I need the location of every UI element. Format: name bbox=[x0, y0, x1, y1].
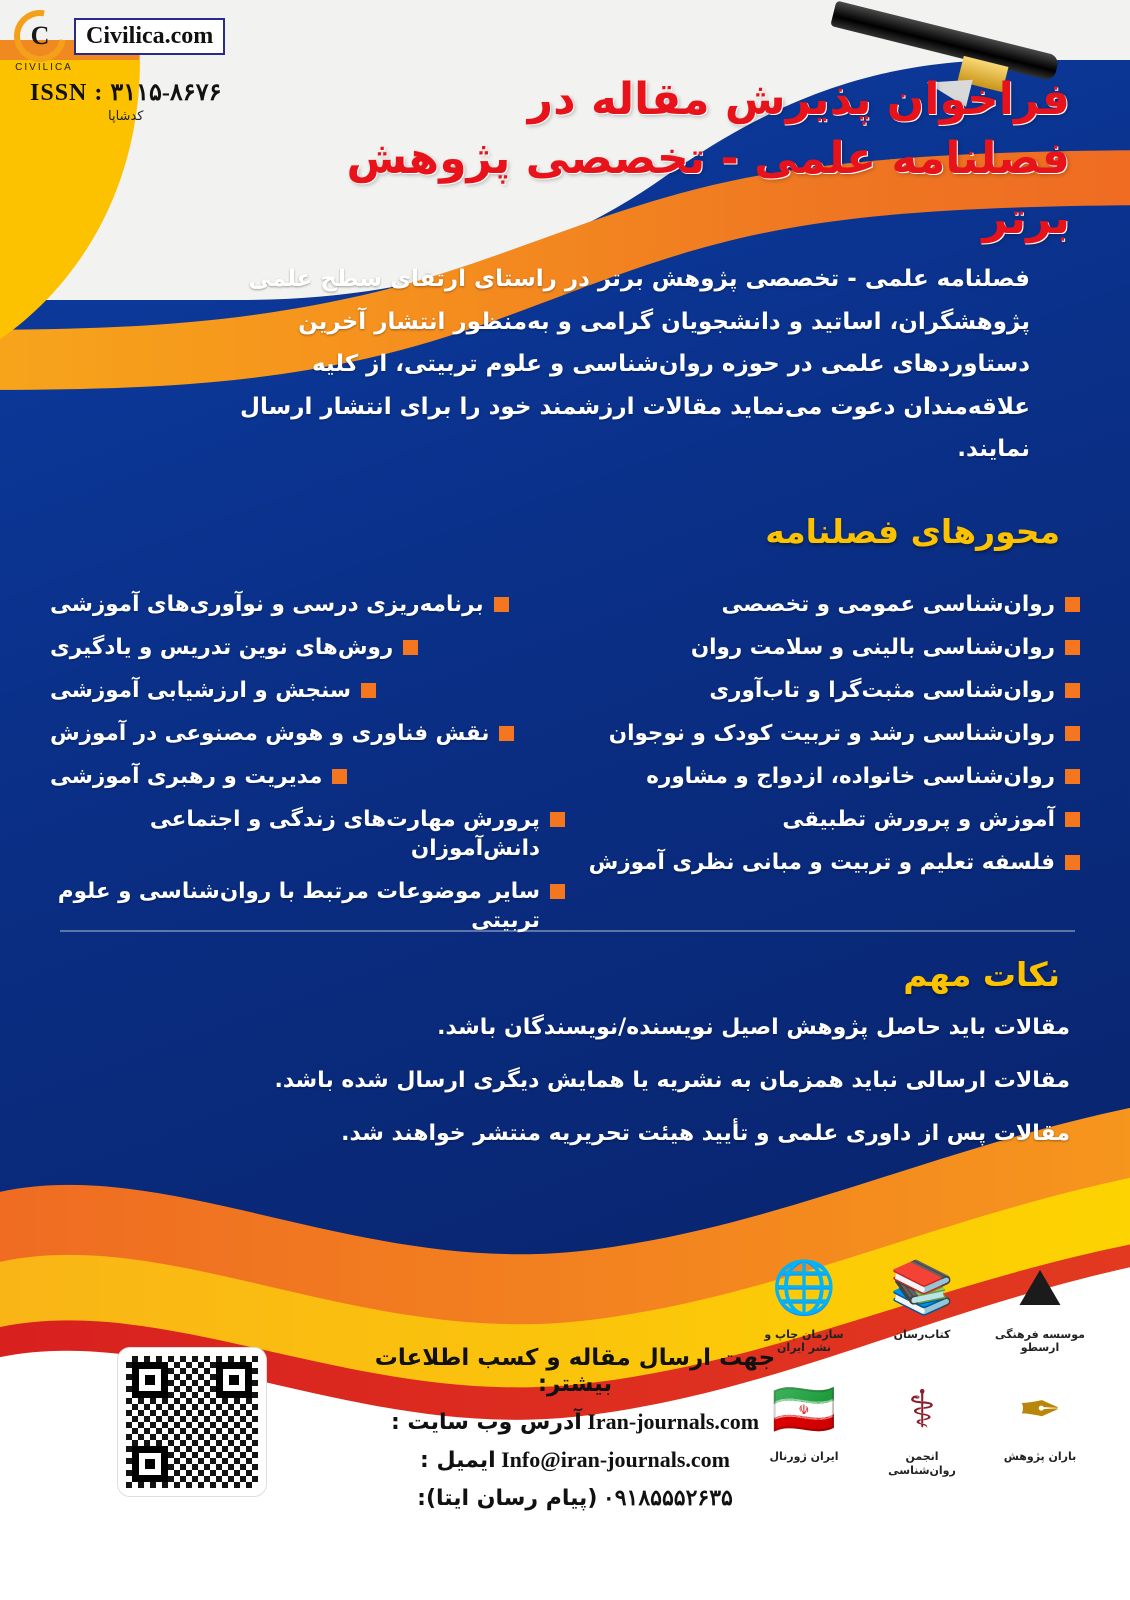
logo-caption: کتاب‌رسان bbox=[893, 1328, 951, 1341]
logo-caption: سازمان چاپ و نشر ایران bbox=[764, 1328, 844, 1355]
note-item: مقالات پس از داوری علمی و تأیید هیئت تحریریه منتشر خواهند شد. bbox=[341, 1121, 1070, 1147]
topics-columns bbox=[50, 590, 1080, 949]
contact-messenger-value: ۰۹۱۸۵۵۵۲۶۳۵ bbox=[602, 1485, 733, 1510]
topic-label: فلسفه تعلیم و تربیت و مبانی نظری آموزش bbox=[588, 850, 1055, 876]
topic-label: نقش فناوری و هوش مصنوعی در آموزش bbox=[50, 721, 490, 747]
qr-code[interactable] bbox=[118, 1348, 266, 1496]
topic-item bbox=[565, 848, 1080, 877]
topic-label: روان‌شناسی بالینی و سلامت روان bbox=[690, 635, 1055, 661]
issn-caption: کدشاپا bbox=[108, 109, 144, 124]
bullet-icon bbox=[1065, 640, 1080, 655]
bullet-icon bbox=[403, 640, 418, 655]
topics-section-title: محورهای فصلنامه bbox=[765, 512, 1060, 551]
issn-value: ISSN : ۳۱۱۵-۸۶۷۶ bbox=[30, 80, 222, 106]
bullet-icon bbox=[494, 597, 509, 612]
contact-title: جهت ارسال مقاله و کسب اطلاعات بیشتر: bbox=[374, 1345, 776, 1397]
bullet-icon bbox=[1065, 812, 1080, 827]
topic-label: پرورش مهارت‌های زندگی و اجتماعی دانش‌آموزان bbox=[149, 807, 540, 862]
logo-baran-pajoohesh bbox=[990, 1372, 1090, 1463]
topic-item bbox=[50, 590, 565, 619]
bullet-icon bbox=[550, 884, 565, 899]
contact-messenger-label: (پیام رسان ایتا): bbox=[417, 1486, 598, 1511]
bullet-icon bbox=[1065, 855, 1080, 870]
contact-website-label: آدرس وب سایت : bbox=[390, 1410, 582, 1435]
topic-label: روان‌شناسی مثبت‌گرا و تاب‌آوری bbox=[709, 678, 1055, 704]
headline-line-1: فراخوان پذیرش مقاله در bbox=[527, 74, 1070, 125]
logo-ketabresan bbox=[872, 1250, 972, 1341]
logo-arastoo bbox=[990, 1250, 1090, 1354]
topic-item bbox=[565, 676, 1080, 705]
civilica-logo-caption: CIVILICA bbox=[15, 62, 73, 73]
section-divider bbox=[60, 930, 1075, 932]
contact-email-row bbox=[340, 1447, 810, 1473]
topic-label: روان‌شناسی رشد و تربیت کودک و نوجوان bbox=[608, 721, 1055, 747]
books-icon: 📚 bbox=[889, 1258, 955, 1318]
topic-item bbox=[565, 633, 1080, 662]
topic-item bbox=[50, 633, 565, 662]
mountain-icon: ⛰ bbox=[1018, 1258, 1062, 1318]
logo-caption: باران پژوهش bbox=[1003, 1450, 1077, 1464]
civilica-brand bbox=[14, 10, 225, 73]
civilica-logo-icon bbox=[14, 10, 73, 73]
logo-publishing-org bbox=[754, 1250, 854, 1354]
note-item: مقالات ارسالی نباید همزمان به نشریه یا همایش دیگری ارسال شده باشد. bbox=[274, 1068, 1070, 1094]
topic-item bbox=[565, 762, 1080, 791]
contact-website-row bbox=[340, 1409, 810, 1435]
topic-label: سایر موضوعات مرتبط با روان‌شناسی و علوم تربیتی bbox=[57, 879, 540, 934]
topics-column-right bbox=[565, 590, 1080, 949]
notes-section-title: نکات مهم bbox=[903, 955, 1060, 994]
topic-item bbox=[50, 762, 565, 791]
contact-website-value[interactable]: Iran-journals.com bbox=[587, 1409, 760, 1434]
topic-label: روان‌شناسی عمومی و تخصصی bbox=[721, 592, 1055, 617]
iran-map-icon: 🇮🇷 bbox=[771, 1380, 837, 1441]
topic-label: روش‌های نوین تدریس و یادگیری bbox=[50, 635, 394, 661]
contact-messenger-row bbox=[340, 1485, 810, 1511]
bullet-icon bbox=[550, 812, 565, 827]
note-item: مقالات باید حاصل پژوهش اصیل نویسنده/نویسندگان باشد. bbox=[437, 1015, 1070, 1040]
topic-label: روان‌شناسی خانواده، ازدواج و مشاوره bbox=[646, 764, 1055, 790]
logo-caption: انجمن روان‌شناسی bbox=[888, 1450, 956, 1477]
topic-item bbox=[50, 719, 565, 748]
contact-block bbox=[340, 1345, 810, 1523]
qr-eye-bottom-left bbox=[132, 1446, 168, 1482]
contact-email-label: ایمیل : bbox=[420, 1448, 496, 1473]
bullet-icon bbox=[332, 769, 347, 784]
qr-eye-top-left bbox=[132, 1362, 168, 1398]
headline-line-2: فصلنامه علمی - تخصصی پژوهش برتر bbox=[346, 133, 1070, 244]
civilica-logo-letter: C bbox=[30, 21, 50, 50]
qr-eye-top-right bbox=[216, 1362, 252, 1398]
topic-label: مدیریت و رهبری آموزشی bbox=[50, 764, 323, 790]
logo-caption: موسسه فرهنگی ارسطو bbox=[995, 1328, 1085, 1355]
bullet-icon bbox=[1065, 683, 1080, 698]
notes-list bbox=[60, 1010, 1070, 1170]
topic-item bbox=[50, 877, 565, 935]
topic-label: برنامه‌ریزی درسی و نوآوری‌های آموزشی bbox=[50, 592, 484, 617]
bullet-icon bbox=[1065, 769, 1080, 784]
topics-column-left bbox=[50, 590, 565, 949]
medical-icon: ⚕ bbox=[907, 1380, 937, 1441]
topic-item bbox=[50, 676, 565, 705]
civilica-site-name: Civilica.com bbox=[74, 18, 225, 55]
globe-icon: 🌐 bbox=[771, 1258, 837, 1318]
issn-block bbox=[30, 78, 221, 124]
poster-headline bbox=[270, 70, 1070, 248]
topic-label: آموزش و پرورش تطبیقی bbox=[782, 807, 1055, 833]
topic-item bbox=[565, 590, 1080, 619]
bullet-icon bbox=[499, 726, 514, 741]
topic-item bbox=[565, 719, 1080, 748]
bullet-icon bbox=[1065, 726, 1080, 741]
topic-item bbox=[565, 805, 1080, 834]
topic-label: سنجش و ارزشیابی آموزشی bbox=[50, 678, 351, 704]
intro-paragraph: فصلنامه علمی - تخصصی پژوهش برتر در راستای ارتقای سطح علمی پژوهشگران، اساتید و دانشجویان گرامی و به‌منظور انتشار آخرین دستاوردهای علمی در حوزه روان‌شناسی و علوم تربیتی، از کلیه علاقه‌مندان دعوت می‌نماید مقالات ارزشمند خود را برای انتشار ارسال نمایند. bbox=[240, 266, 1030, 463]
pen-nib-icon: ✒ bbox=[1018, 1380, 1062, 1441]
bullet-icon bbox=[1065, 597, 1080, 612]
logo-psychology-assoc bbox=[872, 1372, 972, 1476]
logo-caption: ایران ژورنال bbox=[769, 1450, 839, 1464]
bullet-icon bbox=[361, 683, 376, 698]
topic-item bbox=[50, 805, 565, 863]
contact-email-value[interactable]: Info@iran-journals.com bbox=[501, 1447, 730, 1472]
